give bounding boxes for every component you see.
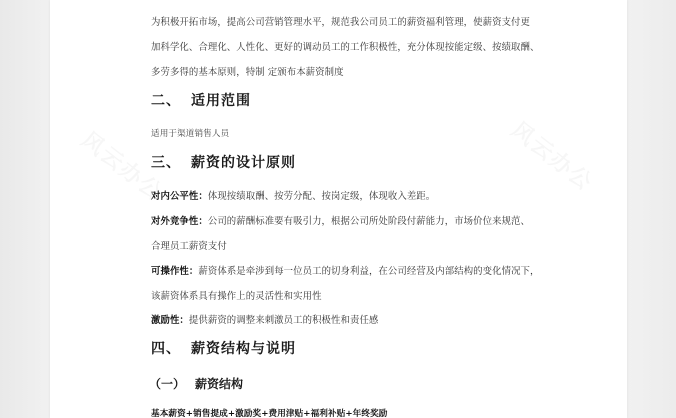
watermark — [506, 114, 601, 198]
principle-incentive — [151, 312, 378, 326]
section-heading-principles — [151, 152, 296, 172]
subsection-title: 薪资结构 — [195, 377, 244, 391]
scope-body: 适用于渠道销售人员 — [151, 129, 230, 139]
section-title: 适用范围 — [191, 93, 251, 109]
subsection-heading-structure — [149, 375, 243, 392]
principle-label: 可操作性： — [151, 266, 199, 277]
subsection-number: （一） — [149, 377, 186, 391]
principle-text: 薪资体系是牵涉到每一位员工的切身利益，在公司经营及内部结构的变化情况下， — [198, 266, 540, 277]
section-heading-scope — [151, 90, 251, 110]
principle-label: 对外竞争性： — [151, 216, 208, 227]
section-heading-structure — [151, 338, 296, 358]
section-title: 薪资结构与说明 — [191, 341, 296, 357]
principle-text: 体现按绩取酬、按劳分配、按岗定级，体现收入差距。 — [207, 191, 436, 202]
principle-text: 提供薪资的调整来刺激员工的积极性和责任感 — [188, 315, 379, 326]
section-number: 二、 — [151, 93, 181, 109]
principle-label: 激励性： — [151, 315, 189, 326]
principle-operability — [151, 263, 540, 277]
document-page — [50, 0, 627, 418]
section-number: 四、 — [151, 341, 181, 357]
principle-text: 公司的薪酬标准要有吸引力，根据公司所处阶段付薪能力，市场价位来规范、 — [207, 216, 531, 227]
intro-line-1: 为积极开拓市场，提高公司营销管理水平，规范我公司员工的薪资福利管理，使薪资支付更 — [151, 17, 531, 28]
principle-label: 对内公平性： — [151, 191, 208, 202]
principle-operability-cont: 该薪资体系具有操作上的灵活性和实用性 — [151, 291, 322, 302]
intro-line-2: 加科学化、合理化、人性化、更好的调动员工的工作积极性，充分体现按能定级、按绩取酬、 — [151, 42, 540, 53]
salary-formula: 基本薪资+销售提成+激励奖+费用津贴+福利补贴+年终奖励 — [151, 409, 388, 418]
principle-competitiveness-cont: 合理员工薪资支付 — [151, 241, 227, 252]
section-title: 薪资的设计原则 — [191, 155, 296, 171]
principle-fairness — [151, 188, 435, 202]
principle-competitiveness — [151, 213, 530, 227]
section-number: 三、 — [151, 155, 181, 171]
intro-line-3: 多劳多得的基本原则，特制 定颁布本薪资制度 — [151, 67, 344, 78]
